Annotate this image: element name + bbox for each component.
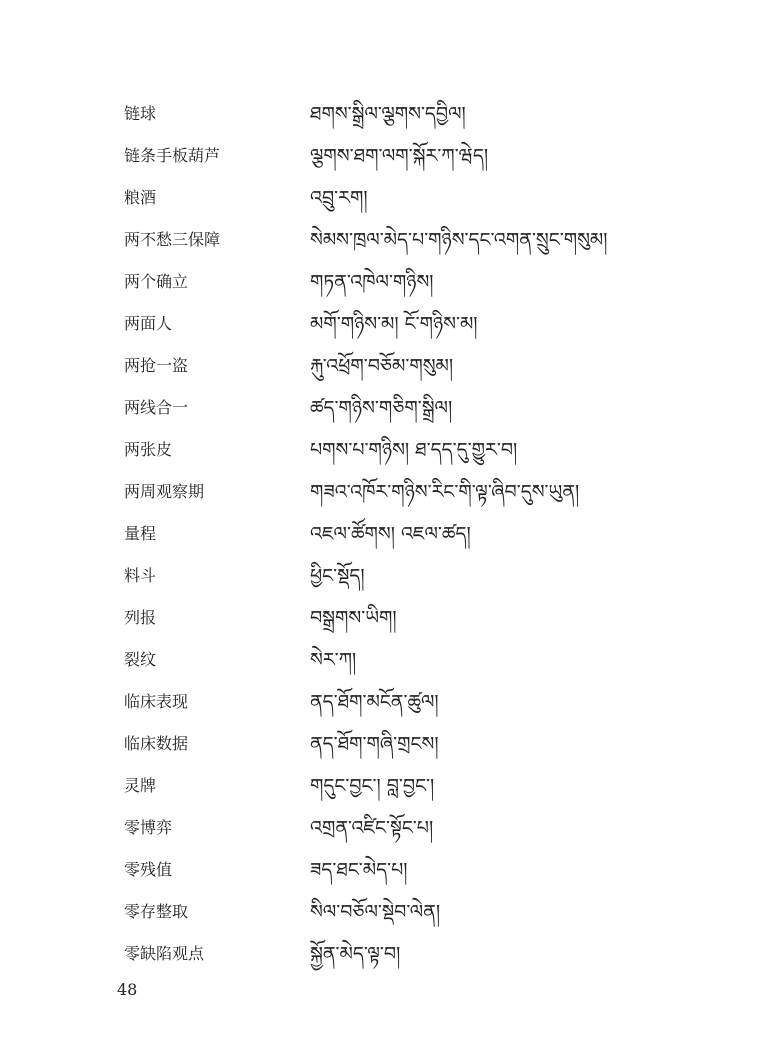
tibetan-translation: རྐུ་འཕྲོག་བཅོམ་གསུམ། [310, 355, 454, 377]
tibetan-translation: ནད་ཐོག་མངོན་ཚུལ། [310, 691, 439, 713]
chinese-term: 链条手板葫芦 [124, 146, 221, 165]
chinese-term: 两周观察期 [124, 482, 205, 501]
glossary-entry [124, 433, 724, 467]
chinese-term: 临床数据 [124, 734, 189, 753]
chinese-term: 零残值 [124, 860, 173, 879]
tibetan-translation: ནད་ཐོག་གཞི་གྲངས། [310, 733, 439, 755]
tibetan-translation: གཟའ་འཁོར་གཉིས་རིང་གི་ལྟ་ཞིབ་དུས་ཡུན། [310, 481, 580, 503]
chinese-term: 链球 [124, 104, 157, 123]
glossary-entry [124, 307, 724, 341]
chinese-term: 临床表现 [124, 692, 189, 711]
glossary-entry [124, 769, 724, 803]
glossary-entry [124, 895, 724, 929]
tibetan-translation: ཚད་གཉིས་གཅིག་སྒྲིལ། [310, 397, 453, 419]
glossary-entry [124, 811, 724, 845]
chinese-term: 两个确立 [124, 272, 189, 291]
tibetan-translation: གདུང་བྱང་། བླ་བྱང་། [310, 775, 435, 797]
tibetan-translation: སིལ་བཅོལ་སྡེབ་ལེན། [310, 901, 441, 923]
chinese-term: 两线合一 [124, 398, 189, 417]
tibetan-translation: འབྲུ་རག། [310, 187, 368, 209]
page-number: 48 [117, 980, 138, 999]
chinese-term: 料斗 [124, 566, 157, 585]
chinese-term: 灵牌 [124, 776, 157, 795]
tibetan-translation: སྐྱོན་མེད་ལྟ་བ། [310, 943, 401, 965]
glossary-entry [124, 391, 724, 425]
tibetan-translation: ཐགས་སྒྲིལ་ལྕགས་དབྱིལ། [310, 103, 466, 125]
chinese-term: 两面人 [124, 314, 173, 333]
tibetan-translation: གཏན་འཁེལ་གཉིས། [310, 271, 434, 293]
tibetan-translation: ལྕགས་ཐག་ལག་སྐོར་ཀ་ཝེད། [310, 145, 489, 167]
tibetan-translation: སེམས་ཁྲལ་མེད་པ་གཉིས་དང་འགན་སྲུང་གསུམ། [310, 229, 608, 251]
tibetan-translation: འགྲན་འཛིང་སྟོང་པ། [310, 817, 434, 839]
glossary-entry [124, 181, 724, 215]
tibetan-translation: པགས་པ་གཉིས། ཐ་དད་དུ་གྱུར་བ། [310, 439, 518, 461]
tibetan-translation: ཟད་ཐང་མེད་པ། [310, 859, 408, 881]
chinese-term: 列报 [124, 608, 157, 627]
chinese-term: 粮酒 [124, 188, 157, 207]
glossary-entry [124, 475, 724, 509]
tibetan-translation: སེར་ཀ། [310, 649, 357, 671]
tibetan-translation: མགོ་གཉིས་མ། ངོ་གཉིས་མ། [310, 313, 478, 335]
tibetan-translation: ཕྱིང་སྡོད། [310, 565, 365, 587]
glossary-entry [124, 937, 724, 971]
glossary-entry [124, 265, 724, 299]
glossary-entry [124, 727, 724, 761]
chinese-term: 两不愁三保障 [124, 230, 221, 249]
glossary-entry [124, 559, 724, 593]
chinese-term: 两张皮 [124, 440, 173, 459]
glossary-entry [124, 97, 724, 131]
chinese-term: 零存整取 [124, 902, 189, 921]
glossary-entry [124, 643, 724, 677]
tibetan-translation: འཇལ་ཚོགས། འཇལ་ཚད། [310, 523, 471, 545]
chinese-term: 量程 [124, 524, 157, 543]
glossary-entry [124, 601, 724, 635]
chinese-term: 裂纹 [124, 650, 157, 669]
chinese-term: 零博弈 [124, 818, 173, 837]
glossary-entry [124, 685, 724, 719]
glossary-entry [124, 853, 724, 887]
glossary-entry [124, 517, 724, 551]
chinese-term: 两抢一盗 [124, 356, 189, 375]
tibetan-translation: བསྒྲགས་ཡིག། [310, 607, 397, 629]
glossary-entry [124, 139, 724, 173]
chinese-term: 零缺陷观点 [124, 944, 205, 963]
glossary-entry [124, 349, 724, 383]
glossary-entry [124, 223, 724, 257]
glossary-list [124, 97, 724, 971]
